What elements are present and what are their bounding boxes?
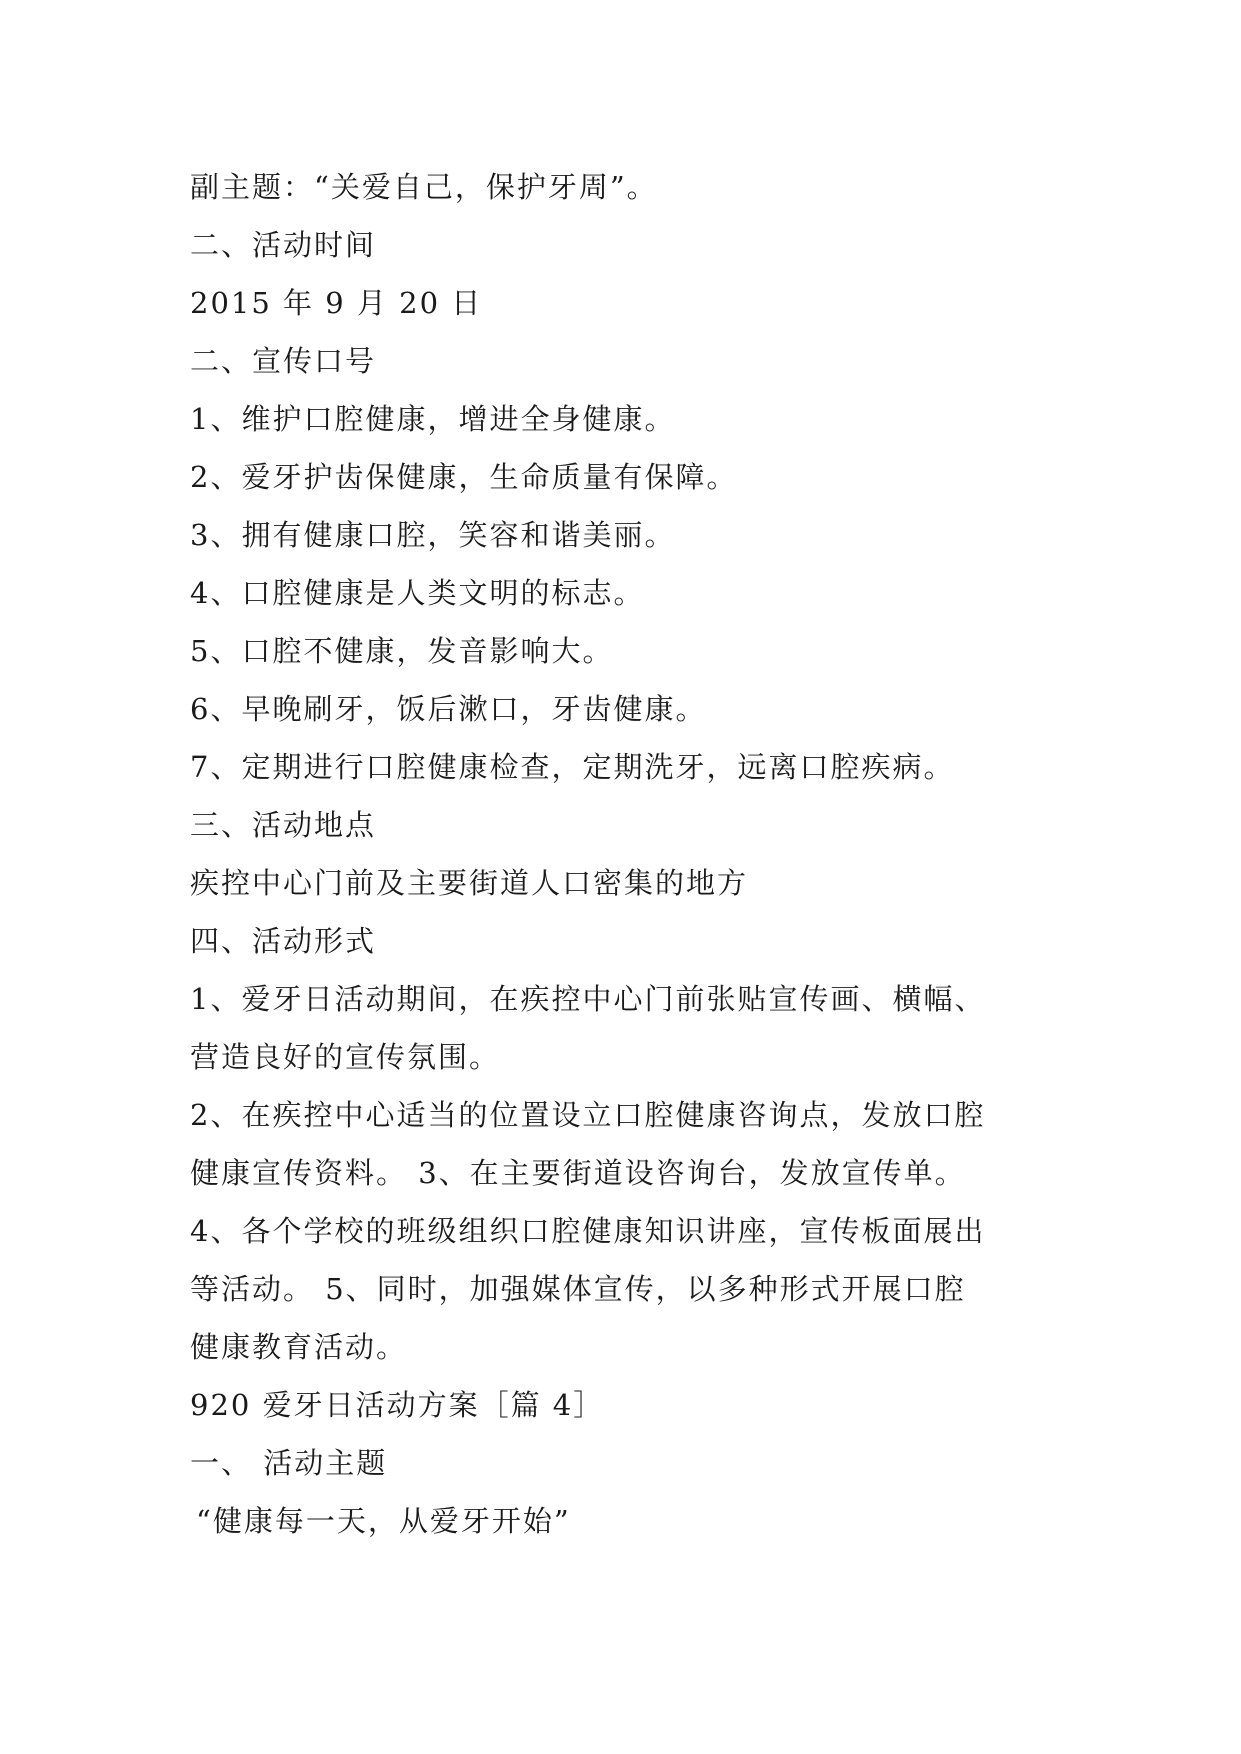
location-text: 疾控中心门前及主要街道人口密集的地方	[190, 866, 749, 900]
plan-title: 920 爱牙日活动方案［篇 4］	[190, 1388, 605, 1422]
paragraph-line: 4、各个学校的班级组织口腔健康知识讲座，宣传板面展出	[190, 1214, 986, 1248]
subtheme-line: 副主题：“关爱自己，保护牙周”。	[190, 170, 658, 204]
paragraph-line: 1、爱牙日活动期间，在疾控中心门前张贴宣传画、横幅、	[190, 982, 986, 1016]
section-heading-time: 二、活动时间	[190, 228, 377, 262]
section-heading-theme: 一、 活动主题	[190, 1446, 388, 1480]
paragraph-line: 健康教育活动。	[190, 1330, 408, 1364]
slogan-item: 7、定期进行口腔健康检查，定期洗牙，远离口腔疾病。	[190, 750, 955, 784]
slogan-item: 3、拥有健康口腔，笑容和谐美丽。	[190, 518, 676, 552]
paragraph-line: 等活动。 5、同时，加强媒体宣传，以多种形式开展口腔	[190, 1272, 966, 1306]
slogan-item: 4、口腔健康是人类文明的标志。	[190, 576, 645, 610]
paragraph-line: 健康宣传资料。 3、在主要街道设咨询台，发放宣传单。	[190, 1156, 966, 1190]
paragraph-line: 2、在疾控中心适当的位置设立口腔健康咨询点，发放口腔	[190, 1098, 986, 1132]
document-body	[190, 158, 1060, 1550]
slogan-item: 5、口腔不健康，发音影响大。	[190, 634, 614, 668]
section-heading-slogans: 二、宣传口号	[190, 344, 377, 378]
paragraph-line: 营造良好的宣传氛围。	[190, 1040, 501, 1074]
slogan-item: 6、早晚刷牙，饭后漱口，牙齿健康。	[190, 692, 707, 726]
slogan-item: 1、维护口腔健康，增进全身健康。	[190, 402, 676, 436]
activity-date: 2015 年 9 月 20 日	[190, 286, 483, 320]
slogan-item: 2、爱牙护齿保健康，生命质量有保障。	[190, 460, 738, 494]
section-heading-location: 三、活动地点	[190, 808, 377, 842]
section-heading-format: 四、活动形式	[190, 924, 377, 958]
theme-text: “健康每一天，从爱牙开始”	[196, 1504, 571, 1538]
